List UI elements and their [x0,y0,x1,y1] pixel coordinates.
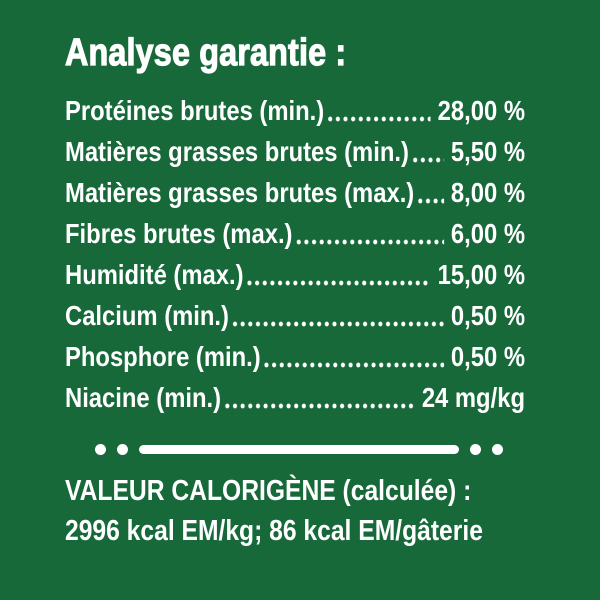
nutrient-value: 0,50 % [450,300,525,331]
dot-leader [296,239,444,245]
dot-leader [418,198,444,204]
divider-bar [139,445,459,454]
divider-dot-icon [95,444,106,455]
divider-dot-icon [117,444,128,455]
nutrient-label: Fibres brutes (max.) [65,218,293,249]
table-row [65,377,525,418]
nutrient-label: Protéines brutes (min.) [65,95,325,126]
dot-leader [232,321,444,327]
nutrient-label: Humidité (max.) [65,259,244,290]
table-row [65,90,525,131]
nutrient-value: 15,00 % [437,259,525,290]
nutrient-label: Matières grasses brutes (max.) [65,177,415,208]
table-row [65,254,525,295]
nutrient-value: 8,00 % [450,177,525,208]
table-row [65,213,525,254]
calorie-heading: VALEUR CALORIGÈNE (calculée) : [65,475,472,507]
dot-leader [328,116,431,122]
nutrient-label: Niacine (min.) [65,382,222,413]
table-row [65,336,525,377]
nutrient-value: 28,00 % [437,95,525,126]
nutrient-label: Phosphore (min.) [65,341,261,372]
analysis-table [65,90,525,418]
nutrient-value: 24 mg/kg [421,382,525,413]
calorie-value: 2996 kcal EM/kg; 86 kcal EM/gâterie [65,515,483,547]
page-title: Analyse garantie : [65,32,347,74]
nutrient-label: Matières grasses brutes (min.) [65,136,409,167]
table-row [65,172,525,213]
dot-leader [247,280,431,286]
table-row [65,131,525,172]
table-row [65,295,525,336]
dot-leader [412,157,444,163]
nutrient-label: Calcium (min.) [65,300,229,331]
section-divider [95,444,503,455]
dot-leader [224,403,415,409]
nutrient-value: 0,50 % [450,341,525,372]
divider-dot-icon [492,444,503,455]
divider-dot-icon [470,444,481,455]
dot-leader [264,362,444,368]
nutrient-value: 5,50 % [450,136,525,167]
nutrient-value: 6,00 % [450,218,525,249]
